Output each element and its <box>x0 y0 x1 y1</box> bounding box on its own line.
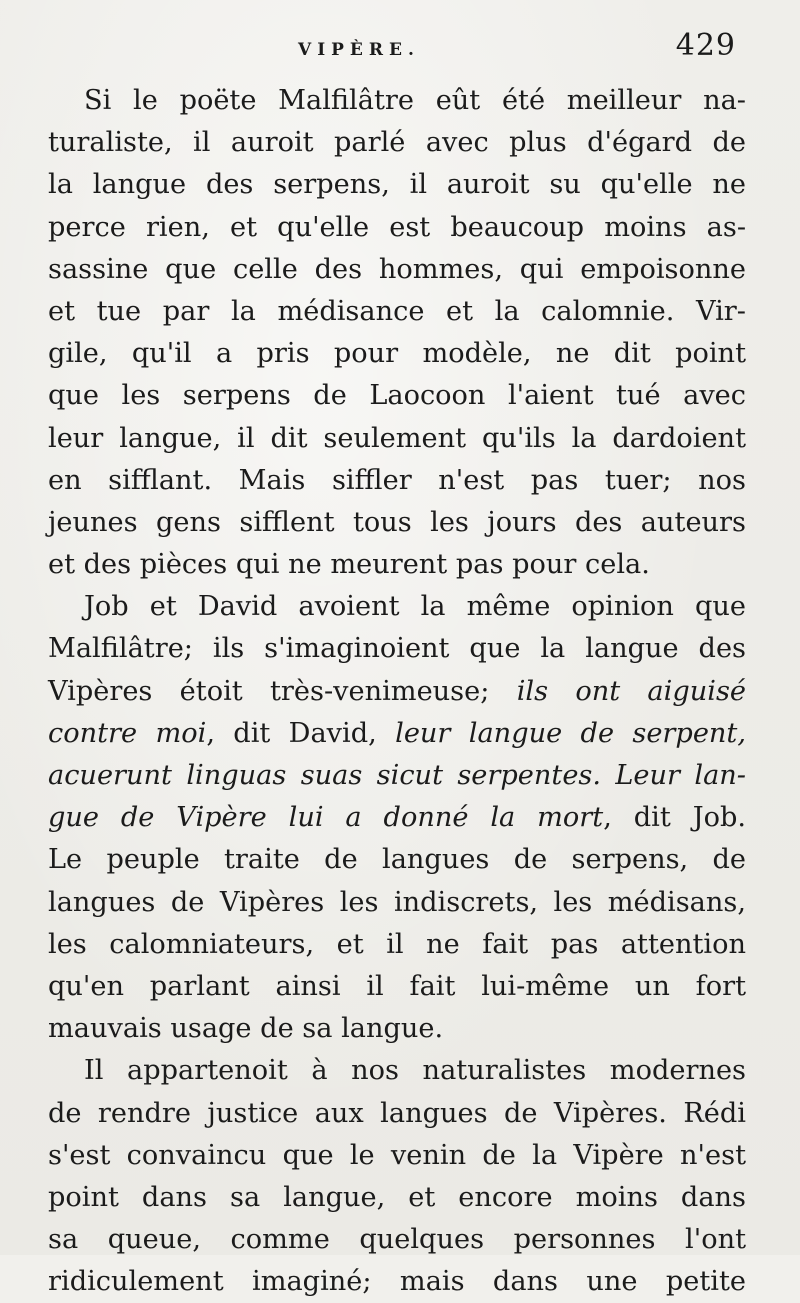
text-segment: Job et David avoient la même opinion que <box>84 591 746 623</box>
text-segment: ridiculement imaginé; mais dans une petite <box>48 1266 746 1298</box>
text-segment: de rendre justice aux langues de Vipères. Rédi <box>48 1097 746 1129</box>
text-segment: point dans sa langue, et encore moins dans <box>48 1181 746 1213</box>
text-segment: sa queue, comme quelques personnes l'ont <box>48 1224 746 1256</box>
italic-text-segment: leur langue de serpent, <box>395 717 746 749</box>
text-segment: la langue des serpens, il auroit su qu'elle ne <box>48 169 746 201</box>
text-segment: les calomniateurs, et il ne fait pas attention <box>48 928 746 960</box>
text-segment: en sifflant. Mais siffler n'est pas tuer; nos <box>48 464 746 496</box>
text-line <box>48 797 746 839</box>
text-line <box>48 502 746 544</box>
italic-text-segment: ils ont aiguisé <box>516 675 746 707</box>
text-segment: leur langue, il dit seulement qu'ils la dardoient <box>48 422 746 454</box>
text-line <box>48 333 746 375</box>
text-segment: , dit David, <box>206 717 396 749</box>
italic-text-segment: gue de Vipère lui a donné la mort <box>48 802 604 834</box>
text-segment: Malfilâtre; ils s'imaginoient que la langue des <box>48 633 746 665</box>
text-segment: que les serpens de Laocoon l'aient tué avec <box>48 380 746 412</box>
text-line <box>48 544 746 586</box>
text-segment: mauvais usage de sa langue. <box>48 1013 444 1045</box>
text-segment: qu'en parlant ainsi il fait lui-même un fort <box>48 970 746 1002</box>
text-line <box>48 164 746 206</box>
text-line <box>48 966 746 1008</box>
text-line <box>48 671 746 713</box>
text-line <box>48 1008 746 1050</box>
text-segment: perce rien, et qu'elle est beaucoup moins as- <box>48 211 746 243</box>
text-line <box>48 80 746 122</box>
text-line <box>48 207 746 249</box>
text-line <box>48 1135 746 1177</box>
text-line <box>48 628 746 670</box>
page-number: 429 <box>675 28 736 63</box>
text-line <box>48 1050 746 1092</box>
text-line <box>48 882 746 924</box>
text-segment: Vipères étoit très-venimeuse; <box>48 675 517 707</box>
text-segment: jeunes gens sifflent tous les jours des auteurs <box>48 506 746 538</box>
text-line <box>48 375 746 417</box>
text-line <box>48 122 746 164</box>
text-segment: et des pièces qui ne meurent pas pour cela. <box>48 549 650 581</box>
text-segment: et tue par la médisance et la calomnie. Vir- <box>48 295 746 327</box>
text-segment: Le peuple traite de langues de serpens, de <box>48 844 746 876</box>
text-line <box>48 839 746 881</box>
text-segment: Il appartenoit à nos naturalistes modernes <box>84 1055 746 1087</box>
page-header <box>48 22 788 80</box>
text-segment: , dit Job. <box>603 802 747 834</box>
text-line <box>48 1177 746 1219</box>
text-line <box>48 1093 746 1135</box>
text-line <box>48 924 746 966</box>
text-line <box>48 418 746 460</box>
text-segment: gile, qu'il a pris pour modèle, ne dit point <box>48 338 746 370</box>
text-segment: Si le poëte Malfilâtre eût été meilleur na- <box>84 85 746 116</box>
body-text <box>48 80 746 1303</box>
running-head: VIPÈRE. <box>298 40 420 60</box>
text-line <box>48 1261 746 1303</box>
text-segment: s'est convaincu que le venin de la Vipère n'est <box>48 1139 746 1171</box>
text-line <box>48 586 746 628</box>
italic-text-segment: contre moi <box>48 717 207 749</box>
text-line <box>48 713 746 755</box>
text-line <box>48 249 746 291</box>
text-segment: turaliste, il auroit parlé avec plus d'égard de <box>48 127 746 159</box>
text-line <box>48 291 746 333</box>
text-line <box>48 460 746 502</box>
text-line <box>48 755 746 797</box>
text-segment: sassine que celle des hommes, qui empoisonne <box>48 253 746 285</box>
text-segment: langues de Vipères les indiscrets, les médisans, <box>48 886 746 918</box>
italic-text-segment: acuerunt linguas suas sicut serpentes. Leur lan- <box>48 760 746 791</box>
